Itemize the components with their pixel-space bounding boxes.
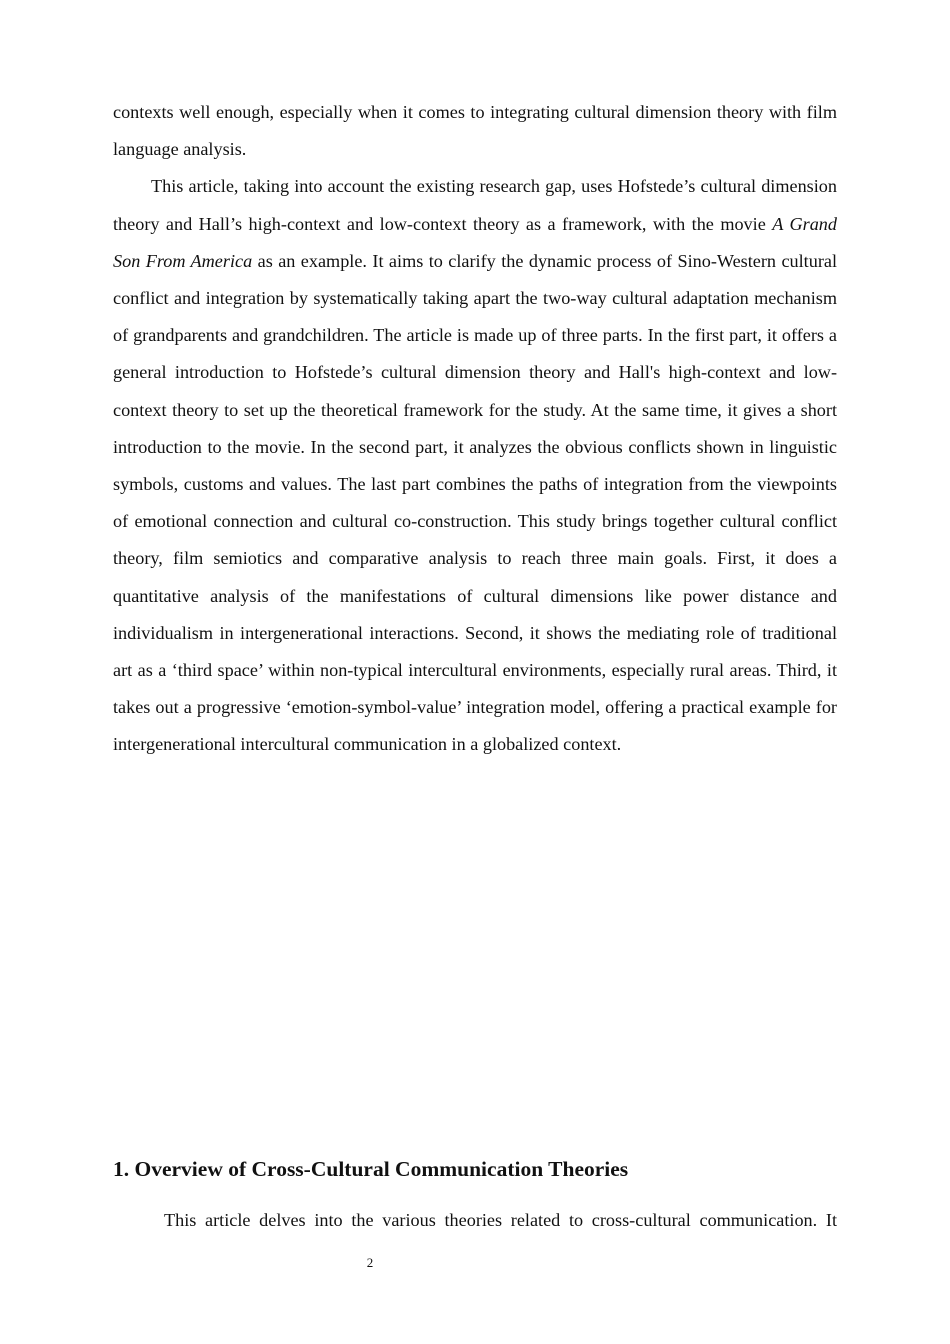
movie-title: A Grand Son From America	[113, 213, 837, 271]
paragraph-continuation: contexts well enough, especially when it comes to integrating cultural dimension theory with film language analysis.	[113, 102, 837, 160]
paragraph-text-after-title: as an example. It aims to clarify the dynamic process of Sino-Western cultural conflict and integration by systematically taking apart the two-way cultural adaptation mechanism of grandparents and grandchildren. The article is made up of three parts. In the first part, it offers a general introduction to Hofstede’s cultural dimension theory and Hall's high-context and low-context theory to set up the theoretical framework for the study. At the same time, it gives a short introduction to the movie. In the second part, it analyzes the obvious conflicts shown in linguistic symbols, customs and values. The last part combines the paths of integration from the viewpoints of emotional connection and cultural co-construction. This study brings together cultural conflict theory, film semiotics and comparative analysis to reach three main goals. First, it does a quantitative analysis of the manifestations of cultural dimensions like power distance and individualism in intergenerational interactions. Second, it shows the mediating role of traditional art as a ‘third space’ within non-typical intercultural environments, especially rural areas. Third, it takes out a progressive ‘emotion-symbol-value’ integration model, offering a practical example for intergenerational intercultural communication in a globalized context.	[113, 250, 838, 755]
introduction-text	[113, 94, 837, 764]
paragraph-article-overview	[113, 168, 837, 763]
paragraph-text-before-title: This article, taking into account the existing research gap, uses Hofstede’s cultural dimension theory and Hall’s high-context and low-context theory as a framework, with the movie	[113, 176, 837, 234]
page-number: 2	[366, 1255, 374, 1270]
section-heading: 1. Overview of Cross-Cultural Communication Theories	[113, 1157, 629, 1181]
section-first-line: This article delves into the various theories related to cross-cultural communication. It	[164, 1210, 837, 1230]
